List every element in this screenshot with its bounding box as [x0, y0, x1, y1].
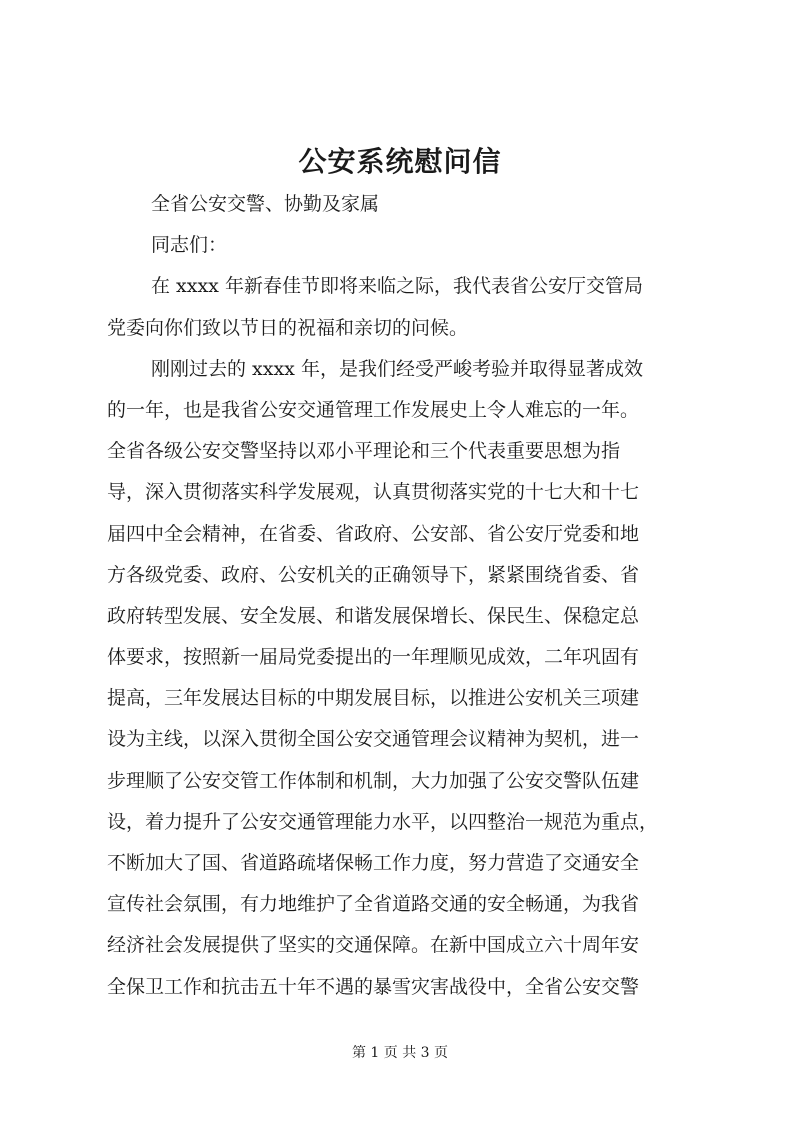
- paragraph-line: 宣传社会氛围，有力地维护了全省道路交通的安全畅通，为我省: [107, 893, 640, 916]
- page-indicator: 第 1 页 共 3 页: [351, 1045, 449, 1061]
- document-title: 公安系统慰问信: [298, 145, 502, 178]
- paragraph-line: 步理顺了公安交管工作体制和机制，大力加强了公安交警队伍建: [107, 769, 640, 792]
- paragraph-line: 届四中全会精神，在省委、省政府、公安部、省公安厅党委和地: [107, 522, 640, 545]
- paragraph-line: 方各级党委、政府、公安机关的正确领导下，紧紧围绕省委、省: [107, 563, 640, 586]
- document-body: [107, 184, 707, 1008]
- paragraph-line: 在 xxxx 年新春佳节即将来临之际，我代表省公安厅交管局: [151, 275, 643, 298]
- paragraph-line: 刚刚过去的 xxxx 年，是我们经受严峻考验并取得显著成效: [151, 357, 643, 380]
- paragraph-line: 不断加大了国、省道路疏堵保畅工作力度，努力营造了交通安全: [107, 852, 640, 874]
- paragraph-line: 导，深入贯彻落实科学发展观，认真贯彻落实党的十七大和十七: [107, 481, 640, 504]
- paragraph-line: 体要求，按照新一届局党委提出的一年理顺见成效，二年巩固有: [107, 646, 640, 669]
- paragraph-line: 的一年，也是我省公安交通管理工作发展史上令人难忘的一年。: [107, 398, 640, 421]
- paragraph-line: 设，着力提升了公安交通管理能力水平，以四整治一规范为重点，: [107, 810, 659, 833]
- paragraph-line: 全省各级公安交警坚持以邓小平理论和三个代表重要思想为指: [107, 440, 621, 463]
- paragraph-line: 提高，三年发展达目标的中期发展目标，以推进公安机关三项建: [107, 687, 640, 710]
- greeting-line: 同志们：: [151, 234, 228, 257]
- paragraph-line: 经济社会发展提供了坚实的交通保障。在新中国成立六十周年安: [107, 934, 640, 957]
- salutation-line: 全省公安交警、协勤及家属: [151, 193, 380, 215]
- paragraph-line: 设为主线，以深入贯彻全国公安交通管理会议精神为契机，进一: [107, 728, 640, 751]
- paragraph-line: 党委向你们致以节日的祝福和亲切的问候。: [107, 316, 469, 339]
- paragraph-line: 政府转型发展、安全发展、和谐发展保增长、保民生、保稳定总: [107, 604, 640, 627]
- paragraph-line: 全保卫工作和抗击五十年不遇的暴雪灾害战役中，全省公安交警: [107, 975, 640, 998]
